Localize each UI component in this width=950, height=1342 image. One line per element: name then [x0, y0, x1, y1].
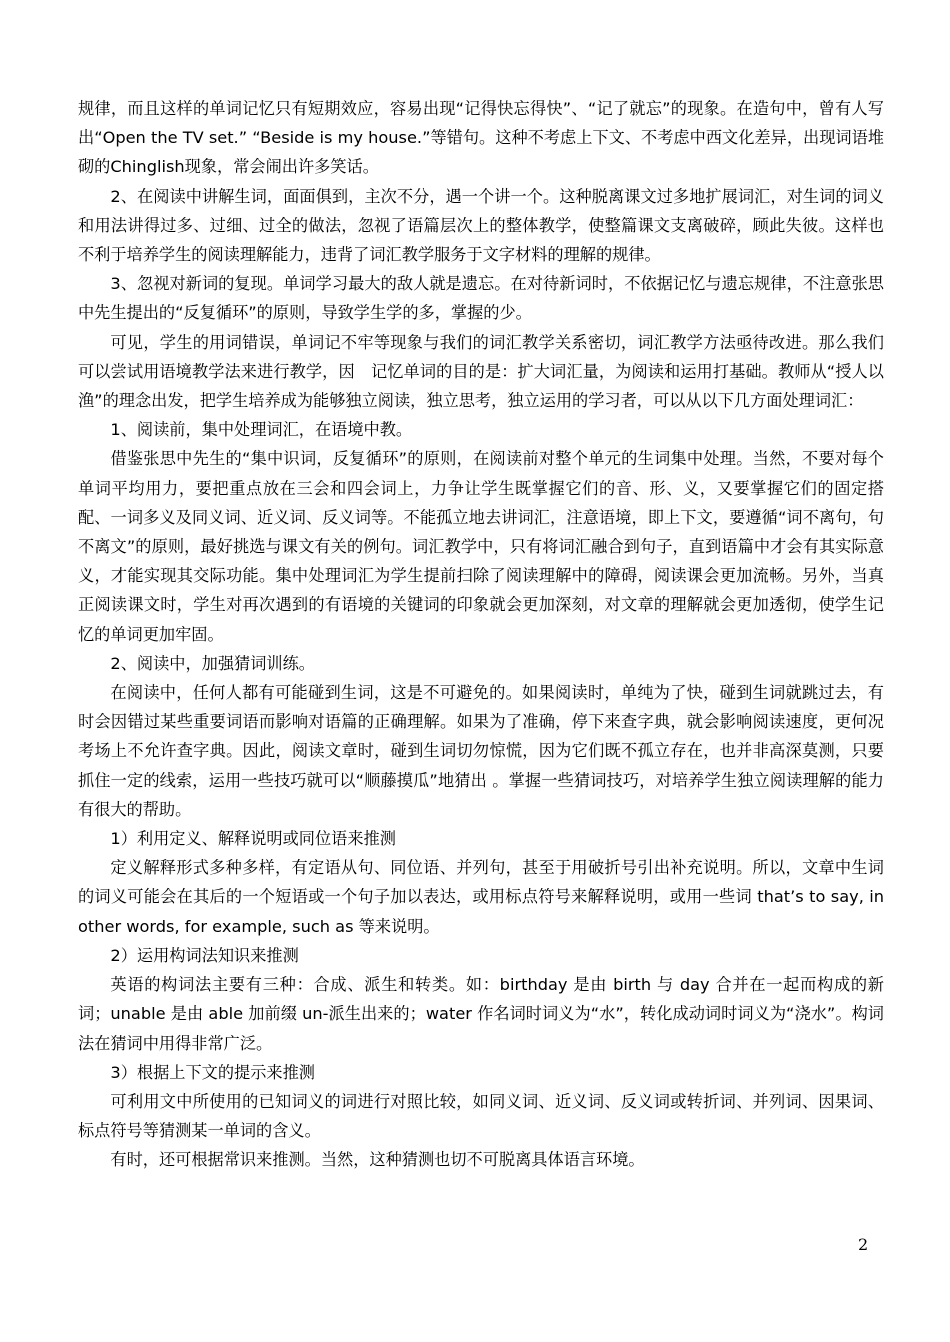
paragraph: 英语的构词法主要有三种：合成、派生和转类。如：birthday 是由 birth 与 day 合并在一起而构成的新词；unable 是由 able 加前缀 un-派生出来的；water 作名词时词义为“水”，转化成动词时词义为“浇水”。构词法在猜词中用得非常广泛。 [78, 975, 884, 1053]
paragraph: 在阅读中，任何人都有可能碰到生词，这是不可避免的。如果阅读时，单纯为了快，碰到生词就跳过去，有时会因错过某些重要词语而影响对语篇的正确理解。如果为了准确，停下来查字典，就会影响阅读速度，更何况考场上不允许查字典。因此，阅读文章时，碰到生词切勿惊慌，因为它们既不孤立存在，也并非高深莫测，只要抓住一定的线索，运用一些技巧就可以“顺藤摸瓜”地猜出 。掌握一些猜词技巧，对培养学生独立阅读理解的能力有很大的帮助。 [78, 683, 884, 819]
subsection-heading: 2）运用构词法知识来推测 [110, 945, 299, 965]
paragraph: 有时，还可根据常识来推测。当然，这种猜测也切不可脱离具体语言环境。 [110, 1150, 645, 1170]
paragraph: 2、在阅读中讲解生词，面面俱到，主次不分，遇一个讲一个。这种脱离课文过多地扩展词汇，对生词的词义和用法讲得过多、过细、过全的做法，忽视了语篇层次上的整体教学，使整篇课文支离破碎，顾此失彼。这样也不利于培养学生的阅读理解能力，违背了词汇教学服务于文字材料的理解的规律。 [78, 186, 884, 265]
paragraph: 规律，而且这样的单词记忆只有短期效应，容易出现“记得快忘得快”、“记了就忘”的现象。在造句中，曾有人写出“Open the TV set.” “Beside is my house.”等错句。这种不考虑上下文、不考虑中西文化差异，出现词语堆砌的Chinglish现象，常会闹出许多笑话。 [78, 99, 884, 177]
paragraph: 定义解释形式多种多样，有定语从句、同位语、并列句，甚至于用破折号引出补充说明。所以，文章中生词的词义可能会在其后的一个短语或一个句子加以表达，或用标点符号来解释说明，或用一些词 that’s to say, in other words, for example, such as 等来说明。 [78, 858, 884, 936]
page-number: 2 [858, 1235, 869, 1254]
subsection-heading: 1）利用定义、解释说明或同位语来推测 [110, 829, 396, 849]
section-heading: 2、阅读中，加强猜词训练。 [110, 653, 315, 673]
paragraph: 可利用文中所使用的已知词义的词进行对照比较，如同义词、近义词、反义词或转折词、并列词、因果词、标点符号等猜测某一单词的含义。 [78, 1091, 884, 1141]
paragraph: 可见，学生的用词错误，单词记不牢等现象与我们的词汇教学关系密切，词汇教学方法亟待改进。那么我们可以尝试用语境教学法来进行教学，因 记忆单词的目的是：扩大词汇量，为阅读和运用打基础。教师从“授人以渔”的理念出发，把学生培养成为能够独立阅读，独立思考，独立运用的学习者，可以从以下几方面处理词汇： [78, 332, 884, 411]
section-heading: 1、阅读前，集中处理词汇，在语境中教。 [110, 420, 413, 440]
paragraph: 借鉴张思中先生的“集中识词，反复循环”的原则，在阅读前对整个单元的生词集中处理。当然，不要对每个单词平均用力，要把重点放在三会和四会词上，力争让学生既掌握它们的音、形、义，又要掌握它们的固定搭配、一词多义及同义词、近义词、反义词等。不能孤立地去讲词汇，注意语境，即上下文，要遵循“词不离句，句不离文”的原则，最好挑选与课文有关的例句。词汇教学中，只有将词汇融合到句子，直到语篇中才会有其实际意义，才能实现其交际功能。集中处理词汇为学生提前扫除了阅读理解中的障碍，阅读课会更加流畅。另外，当真正阅读课文时，学生对再次遇到的有语境的关键词的印象就会更加深刻，对文章的理解就会更加透彻，使学生记忆的单词更加牢固。 [78, 449, 884, 644]
subsection-heading: 3）根据上下文的提示来推测 [110, 1062, 315, 1082]
paragraph: 3、忽视对新词的复现。单词学习最大的敌人就是遗忘。在对待新词时，不依据记忆与遗忘规律，不注意张思中先生提出的“反复循环”的原则，导致学生学的多，掌握的少。 [78, 274, 884, 323]
body-text [78, 94, 884, 1175]
